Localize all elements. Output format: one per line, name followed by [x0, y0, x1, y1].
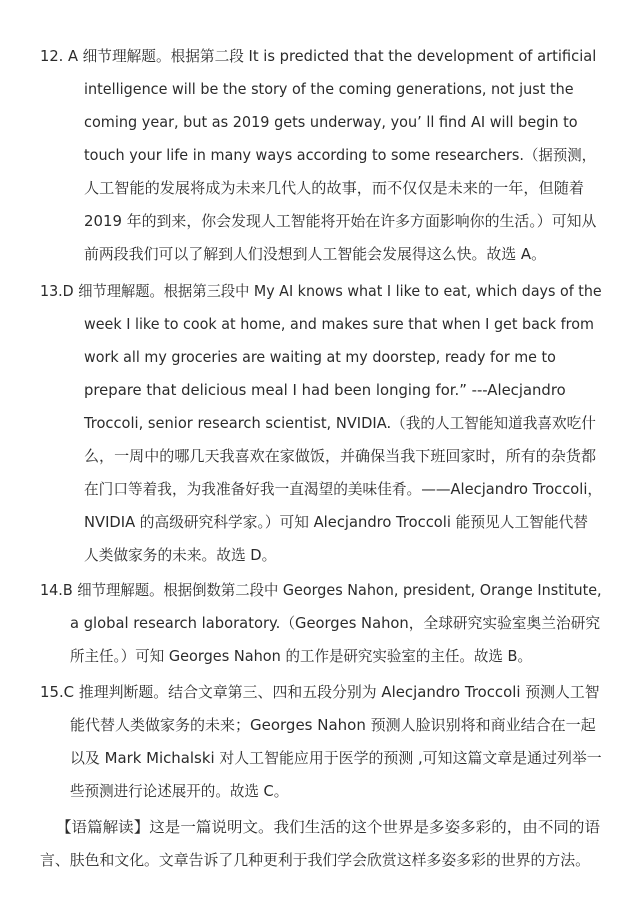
answer-12-line-7: 前两段我们可以了解到人们没想到人工智能会发展得这么快。故选 A。 — [84, 245, 547, 263]
passage-analysis-line-2: 言、肤色和文化。文章告诉了几种更利于我们学会欣赏这样多姿多彩的世界的方法。 — [40, 851, 591, 869]
answer-14-line-3: 所主任。）可知 Georges Nahon 的工作是研究实验室的主任。故选 B。 — [70, 647, 532, 665]
answer-13-line-6: 么，一周中的哪几天我喜欢在家做饭，并确保当我下班回家时，所有的杂货都 — [84, 447, 597, 465]
answer-14-line-1: 14.B 细节理解题。根据倒数第二段中 Georges Nahon, president, Orange Institute, — [40, 581, 602, 599]
answer-12-line-5: 人工智能的发展将成为未来几代人的故事，而不仅仅是未来的一年，但随着 — [84, 179, 585, 197]
answer-12-line-3: coming year, but as 2019 gets underway, you’ ll find AI will begin to — [84, 113, 578, 131]
answer-13-line-9: 人类做家务的未来。故选 D。 — [84, 546, 277, 564]
passage-analysis-line-1: 【语篇解读】这是一篇说明文。我们生活的这个世界是多姿多彩的，由不同的语 — [56, 818, 601, 836]
answer-15-line-3: 以及 Mark Michalski 对人工智能应用于医学的预测 ,可知这篇文章是通过列举一 — [70, 749, 602, 767]
answer-15-line-1: 15.C 推理判断题。结合文章第三、四和五段分别为 Alecjandro Troccoli 预测人工智 — [40, 683, 600, 701]
answer-13-line-1: 13.D 细节理解题。根据第三段中 My AI knows what I like to eat, which days of the — [40, 282, 602, 300]
answer-12-line-4: touch your life in many ways according to some researchers.（据预测， — [84, 146, 597, 164]
answer-12-line-1: 12. A 细节理解题。根据第二段 It is predicted that the development of artificial — [40, 47, 597, 65]
answer-13-line-3: work all my groceries are waiting at my doorstep, ready for me to — [84, 348, 556, 366]
answer-14-line-2: a global research laboratory.（Georges Nahon，全球研究实验室奥兰治研究 — [70, 614, 601, 632]
answer-12-line-6: 2019 年的到来，你会发现人工智能将开始在许多方面影响你的生活。）可知从 — [84, 212, 597, 230]
answer-15-line-2: 能代替人类做家务的未来；Georges Nahon 预测人脸识别将和商业结合在一起 — [70, 716, 596, 734]
answer-13-line-4: prepare that delicious meal I had been longing for.” ---Alecjandro — [84, 381, 566, 399]
answer-13-line-5: Troccoli, senior research scientist, NVIDIA.（我的人工智能知道我喜欢吃什 — [84, 414, 596, 432]
answer-15-line-4: 些预测进行论述展开的。故选 C。 — [70, 782, 289, 800]
answer-13-line-2: week I like to cook at home, and makes sure that when I get back from — [84, 315, 594, 333]
answer-12-line-2: intelligence will be the story of the coming generations, not just the — [84, 80, 574, 98]
answer-13-line-7: 在门口等着我，为我准备好我一直渴望的美味佳肴。——Alecjandro Troccoli， — [84, 480, 603, 498]
answer-13-line-8: NVIDIA 的高级研究科学家。）可知 Alecjandro Troccoli 能预见人工智能代替 — [84, 513, 589, 531]
